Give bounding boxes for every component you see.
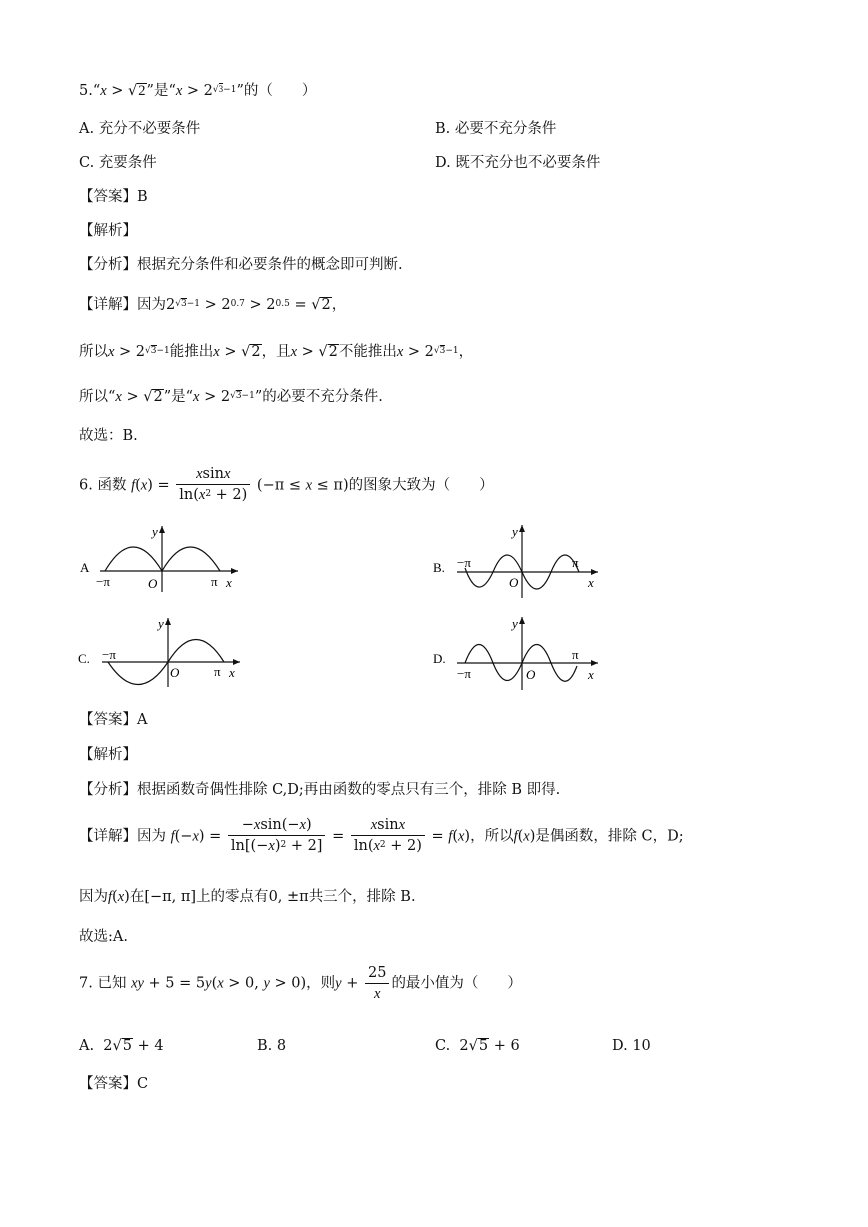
q7-option-b: B. 8: [257, 1038, 287, 1054]
q5-option-a: A. 充分不必要条件: [79, 121, 201, 137]
svg-text:O: O: [148, 576, 158, 591]
svg-text:x: x: [588, 575, 594, 590]
svg-text:−π: −π: [102, 647, 116, 662]
q5-option-c: C. 充要条件: [79, 155, 157, 171]
q6-fenxi: 【分析】根据函数奇偶性排除 C,D;再由函数的零点只有三个，排除 B 即得.: [79, 782, 561, 798]
q7-option-c: C. 2√5 + 6: [435, 1038, 520, 1054]
q5-stem: 5.“x > √2”是“$x > 2^{√3-1}$”的（ ）: [79, 83, 317, 99]
svg-text:−π: −π: [457, 555, 471, 570]
q7-stem: 7. 已知 xy + 5 = 5y(x > 0, y > 0)，则y + $\frac{25}{x}$ 的最小值为（ ）: [79, 965, 522, 1002]
svg-text:O: O: [526, 667, 536, 682]
q5-choose: 故选：B.: [79, 428, 138, 444]
svg-text:−π: −π: [457, 666, 471, 681]
q5-so1: 所以$x > 2^{√3-1}$能推出x > √2，且x > √2不能推出$x > 2^{√3-1}$，: [79, 344, 474, 360]
q7-option-d: D. 10: [612, 1038, 651, 1054]
q6-answer: 【答案】A: [79, 712, 148, 728]
svg-text:y: y: [512, 524, 518, 539]
svg-text:π: π: [572, 555, 579, 570]
q5-answer: 【答案】B: [79, 189, 148, 205]
q6-analysis-title: 【解析】: [79, 747, 137, 763]
svg-text:y: y: [152, 524, 158, 539]
q6-stem: 6. 函数 f(x) = $\frac{xsinx}{\ln(x^2 + 2)}$ (−π ≤ x ≤ π)的图象大致为（ ）: [79, 466, 494, 503]
q6-graph-d: [433, 612, 603, 692]
q5-option-d: D. 既不充分也不必要条件: [435, 155, 601, 171]
svg-text:x: x: [226, 575, 232, 590]
q6-graph-b: [433, 520, 603, 600]
svg-text:O: O: [170, 665, 180, 680]
svg-text:C.: C.: [78, 651, 90, 666]
svg-text:x: x: [588, 667, 594, 682]
svg-text:−π: −π: [96, 574, 110, 589]
svg-text:y: y: [512, 616, 518, 631]
svg-text:y: y: [158, 616, 164, 631]
q6-graph-a-label: A: [80, 560, 90, 575]
svg-text:π: π: [211, 574, 218, 589]
svg-text:O: O: [509, 575, 519, 590]
q6-zeros: 因为f(x)在[−π, π]上的零点有0, ±π共三个，排除 B.: [79, 889, 416, 905]
q6-graph-a: [78, 520, 248, 595]
svg-text:D.: D.: [433, 651, 446, 666]
q7-answer: 【答案】C: [79, 1076, 149, 1092]
q7-option-a: A. 2√5 + 4: [79, 1038, 164, 1054]
q6-detail: 【详解】因为 f(−x) = $\frac{-xsin(-x)}{\ln[(-x)^2 + 2]}$ = $\frac{xsinx}{\ln(x^2 + 2)}$ = f(x)，所以f(x)是偶函数，排除 C，D;: [79, 817, 684, 854]
q6-graph-c: [78, 615, 248, 690]
q6-choose: 故选:A.: [79, 929, 128, 945]
svg-text:x: x: [229, 665, 235, 680]
q5-detail: 【详解】因为$2^{√3-1} > 2^{0.7} > 2^{0.5} = √2$，: [79, 297, 347, 313]
q5-analysis-title: 【解析】: [79, 223, 137, 239]
svg-text:B.: B.: [433, 560, 445, 575]
q5-fenxi: 【分析】根据充分条件和必要条件的概念即可判断.: [79, 257, 403, 273]
svg-text:π: π: [572, 647, 579, 662]
q5-so2: 所以“x > √2”是“$x > 2^{√3-1}$”的必要不充分条件.: [79, 389, 383, 405]
q5-option-b: B. 必要不充分条件: [435, 121, 557, 137]
svg-text:π: π: [214, 664, 221, 679]
